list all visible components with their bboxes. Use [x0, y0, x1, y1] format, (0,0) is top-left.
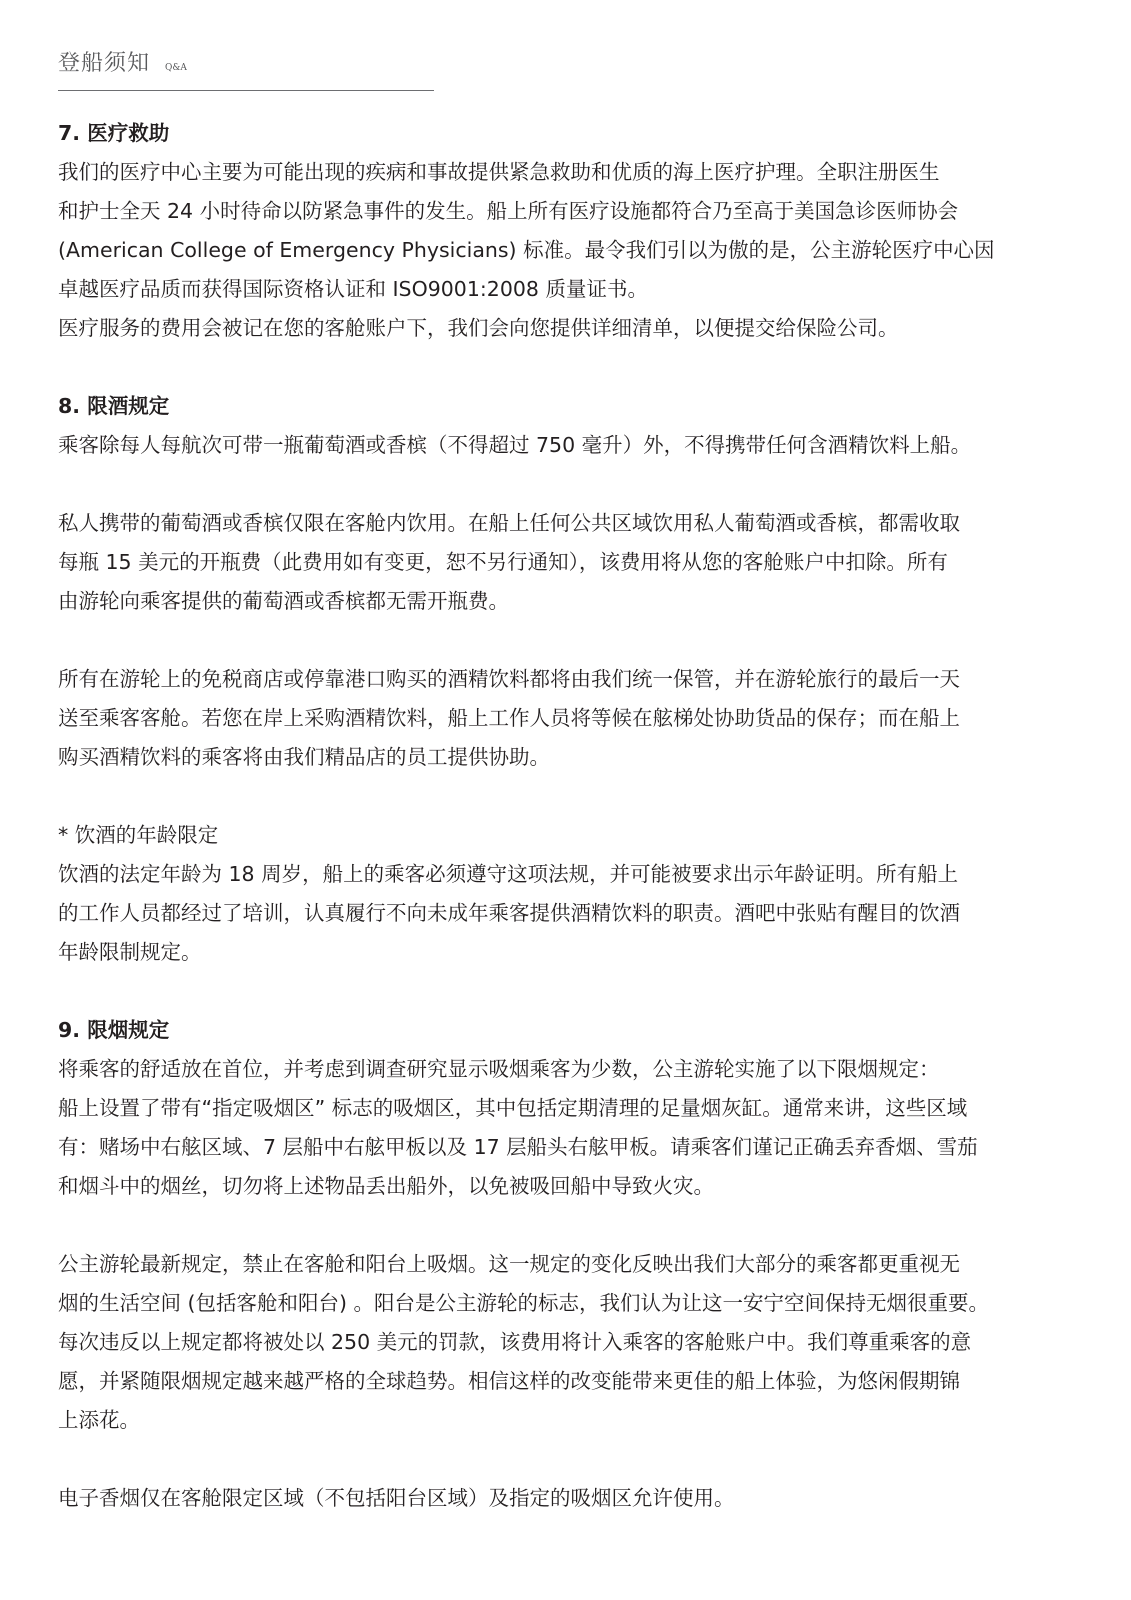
body-line: 上添花。 — [58, 1408, 140, 1432]
body-line: 私人携带的葡萄酒或香槟仅限在客舱内饮用。在船上任何公共区域饮用私人葡萄酒或香槟，都需收取 — [58, 511, 960, 535]
section-heading-smoking: 9. 限烟规定 — [58, 1018, 170, 1042]
paragraph-gap — [58, 1206, 1058, 1245]
subheading-age-limit: * 饮酒的年龄限定 — [58, 823, 219, 847]
body-line: 饮酒的法定年龄为 18 周岁，船上的乘客必须遵守这项法规，并可能被要求出示年龄证明。所有船上 — [58, 862, 959, 886]
body-line: 烟的生活空间 (包括客舱和阳台) 。阳台是公主游轮的标志，我们认为让这一安宁空间保持无烟很重要。 — [58, 1291, 990, 1315]
body-line: 医疗服务的费用会被记在您的客舱账户下，我们会向您提供详细清单，以便提交给保险公司。 — [58, 316, 899, 340]
paragraph-gap — [58, 621, 1058, 660]
header-title: 登船须知 — [58, 51, 151, 76]
paragraph-gap — [58, 348, 1058, 387]
paragraph-gap — [58, 465, 1058, 504]
body-line: 我们的医疗中心主要为可能出现的疾病和事故提供紧急救助和优质的海上医疗护理。全职注册医生 — [58, 160, 940, 184]
body-line: 电子香烟仅在客舱限定区域（不包括阳台区域）及指定的吸烟区允许使用。 — [58, 1486, 735, 1510]
page-header — [58, 50, 434, 91]
header-subtitle: Q&A — [165, 63, 187, 73]
paragraph-gap — [58, 777, 1058, 816]
body-line: 由游轮向乘客提供的葡萄酒或香槟都无需开瓶费。 — [58, 589, 509, 613]
body-line: 船上设置了带有“指定吸烟区” 标志的吸烟区，其中包括定期清理的足量烟灰缸。通常来讲，这些区域 — [58, 1096, 968, 1120]
body-line: 有：赌场中右舷区域、7 层船中右舷甲板以及 17 层船头右舷甲板。请乘客们谨记正确丢弃香烟、雪茄 — [58, 1135, 978, 1159]
body-line: 的工作人员都经过了培训，认真履行不向未成年乘客提供酒精饮料的职责。酒吧中张贴有醒目的饮酒 — [58, 901, 960, 925]
body-line: 愿，并紧随限烟规定越来越严格的全球趋势。相信这样的改变能带来更佳的船上体验，为悠闲假期锦 — [58, 1369, 960, 1393]
body-line: 年龄限制规定。 — [58, 940, 202, 964]
body-line: (American College of Emergency Physicians) 标准。最令我们引以为傲的是，公主游轮医疗中心因 — [58, 238, 995, 262]
section-heading-alcohol: 8. 限酒规定 — [58, 394, 170, 418]
paragraph-gap — [58, 1440, 1058, 1479]
paragraph-gap — [58, 972, 1058, 1011]
body-line: 送至乘客客舱。若您在岸上采购酒精饮料，船上工作人员将等候在舷梯处协助货品的保存；而在船上 — [58, 706, 960, 730]
body-line: 和护士全天 24 小时待命以防紧急事件的发生。船上所有医疗设施都符合乃至高于美国急诊医师协会 — [58, 199, 959, 223]
body-line: 所有在游轮上的免税商店或停靠港口购买的酒精饮料都将由我们统一保管，并在游轮旅行的最后一天 — [58, 667, 960, 691]
body-line: 公主游轮最新规定，禁止在客舱和阳台上吸烟。这一规定的变化反映出我们大部分的乘客都更重视无 — [58, 1252, 960, 1276]
body-line: 每次违反以上规定都将被处以 250 美元的罚款，该费用将计入乘客的客舱账户中。我们尊重乘客的意 — [58, 1330, 972, 1354]
body-line: 购买酒精饮料的乘客将由我们精品店的员工提供协助。 — [58, 745, 550, 769]
body-line: 卓越医疗品质而获得国际资格认证和 ISO9001:2008 质量证书。 — [58, 277, 648, 301]
body-line: 和烟斗中的烟丝，切勿将上述物品丢出船外，以免被吸回船中导致火灾。 — [58, 1174, 714, 1198]
body-line: 乘客除每人每航次可带一瓶葡萄酒或香槟（不得超过 750 毫升）外，不得携带任何含酒精饮料上船。 — [58, 433, 972, 457]
document-body — [58, 114, 1058, 1518]
section-heading-medical: 7. 医疗救助 — [58, 121, 170, 145]
body-line: 每瓶 15 美元的开瓶费（此费用如有变更，恕不另行通知），该费用将从您的客舱账户中扣除。所有 — [58, 550, 948, 574]
body-line: 将乘客的舒适放在首位，并考虑到调查研究显示吸烟乘客为少数，公主游轮实施了以下限烟规定： — [58, 1057, 940, 1081]
